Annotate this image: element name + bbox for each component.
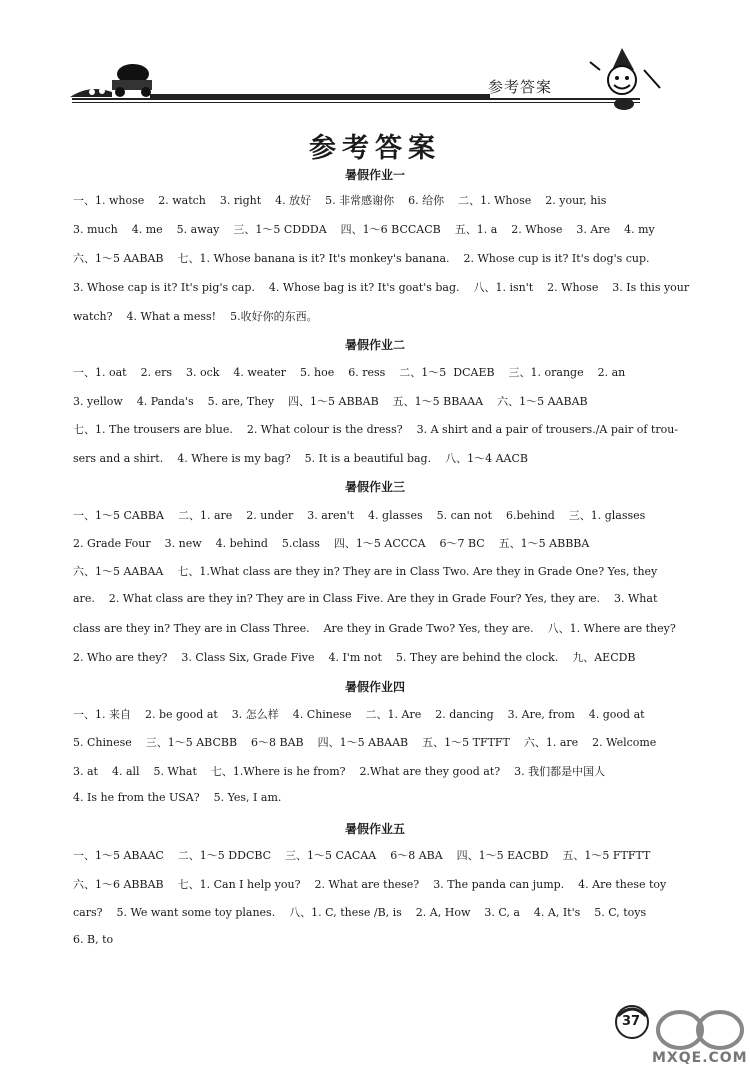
watermark-text: MXQE.COM — [652, 1050, 748, 1066]
answer-line: 3. Whose cap is it? It's pig's cap. 4. Whose bag is it? It's goat's bag. 八、1. isn't 2. Whose 3. Is this your — [73, 281, 690, 294]
page-number: 37 — [622, 1014, 641, 1029]
cart-cartoon-icon — [70, 64, 152, 97]
answer-line: cars? 5. We want some toy planes. 八、1. C, these /B, is 2. A, How 3. C, a 4. A, It's 5. C, toys — [73, 906, 647, 919]
answer-line: 一、1～5 ABAAC 二、1～5 DDCBC 三、1～5 CACAA 6～8 ABA 四、1～5 EACBD 五、1～5 FTFTT — [73, 849, 651, 862]
answer-line: 六、1～5 AABAA 七、1.What class are they in? They are in Class Two. Are they in Grade One? Yes, they — [73, 565, 658, 578]
answer-line: are. 2. What class are they in? They are in Class Five. Are they in Grade Four? Yes, they are. 3. What — [73, 592, 658, 605]
answer-line: 一、1～5 CABBA 二、1. are 2. under 3. aren't 4. glasses 5. can not 6.behind 三、1. glasses — [73, 509, 646, 522]
answer-line: 6. B, to — [73, 933, 114, 946]
page-number-badge — [612, 1002, 652, 1042]
answer-line: 5. Chinese 三、1～5 ABCBB 6～8 BAB 四、1～5 ABAAB 五、1～5 TFTFT 六、1. are 2. Welcome — [73, 736, 657, 749]
answer-line: 3. at 4. all 5. What 七、1.Where is he from? 2.What are they good at? 3. 我们都是中国人 — [73, 765, 606, 778]
answer-line: 一、1. whose 2. watch 3. right 4. 放好 5. 非常感谢你 6. 给你 二、1. Whose 2. your, his — [73, 194, 607, 207]
section-heading-5: 暑假作业五 — [344, 822, 405, 836]
answer-line: 七、1. The trousers are blue. 2. What colour is the dress? 3. A shirt and a pair of trousers./A pair of trou- — [73, 423, 678, 436]
section-heading-3: 暑假作业三 — [344, 480, 405, 494]
answer-line: 2. Grade Four 3. new 4. behind 5.class 四、1～5 ACCCA 6～7 BC 五、1～5 ABBBA — [73, 537, 590, 550]
header-rule-thin — [72, 102, 640, 103]
answer-line: sers and a shirt. 4. Where is my bag? 5. It is a beautiful bag. 八、1～4 AACB — [73, 452, 528, 465]
section-heading-4: 暑假作业四 — [344, 680, 405, 694]
answer-line: class are they in? They are in Class Three. Are they in Grade Two? Yes, they are. 八、1. Where are they? — [73, 622, 676, 635]
answer-line: 3. much 4. me 5. away 三、1～5 CDDDA 四、1～6 BCCACB 五、1. a 2. Whose 3. Are 4. my — [73, 223, 655, 236]
answer-line: 六、1～6 ABBAB 七、1. Can I help you? 2. What are these? 3. The panda can jump. 4. Are these toy — [73, 878, 667, 891]
header-label: 参考答案 — [488, 78, 553, 96]
answer-line: 一、1. 来自 2. be good at 3. 怎么样 4. Chinese 二、1. Are 2. dancing 3. Are, from 4. good at — [73, 708, 645, 721]
page-title: 参考答案 — [309, 133, 441, 164]
answer-line: 2. Who are they? 3. Class Six, Grade Five 4. I'm not 5. They are behind the clock. 九、AECDB — [73, 651, 636, 664]
clown-cartoon-icon — [590, 48, 660, 110]
answer-line: watch? 4. What a mess! 5.收好你的东西。 — [73, 310, 318, 323]
answer-line: 六、1～5 AABAB 七、1. Whose banana is it? It's monkey's banana. 2. Whose cup is it? It's dog's cup. — [73, 252, 650, 265]
answer-line: 3. yellow 4. Panda's 5. are, They 四、1～5 ABBAB 五、1～5 BBAAA 六、1～5 AABAB — [73, 395, 588, 408]
section-heading-1: 暑假作业一 — [344, 168, 405, 182]
section-heading-2: 暑假作业二 — [344, 338, 405, 352]
answer-line: 一、1. oat 2. ers 3. ock 4. weater 5. hoe 6. ress 二、1～5 DCAEB 三、1. orange 2. an — [73, 366, 626, 379]
answer-line: 4. Is he from the USA? 5. Yes, I am. — [73, 791, 282, 804]
header-rule — [72, 98, 640, 100]
